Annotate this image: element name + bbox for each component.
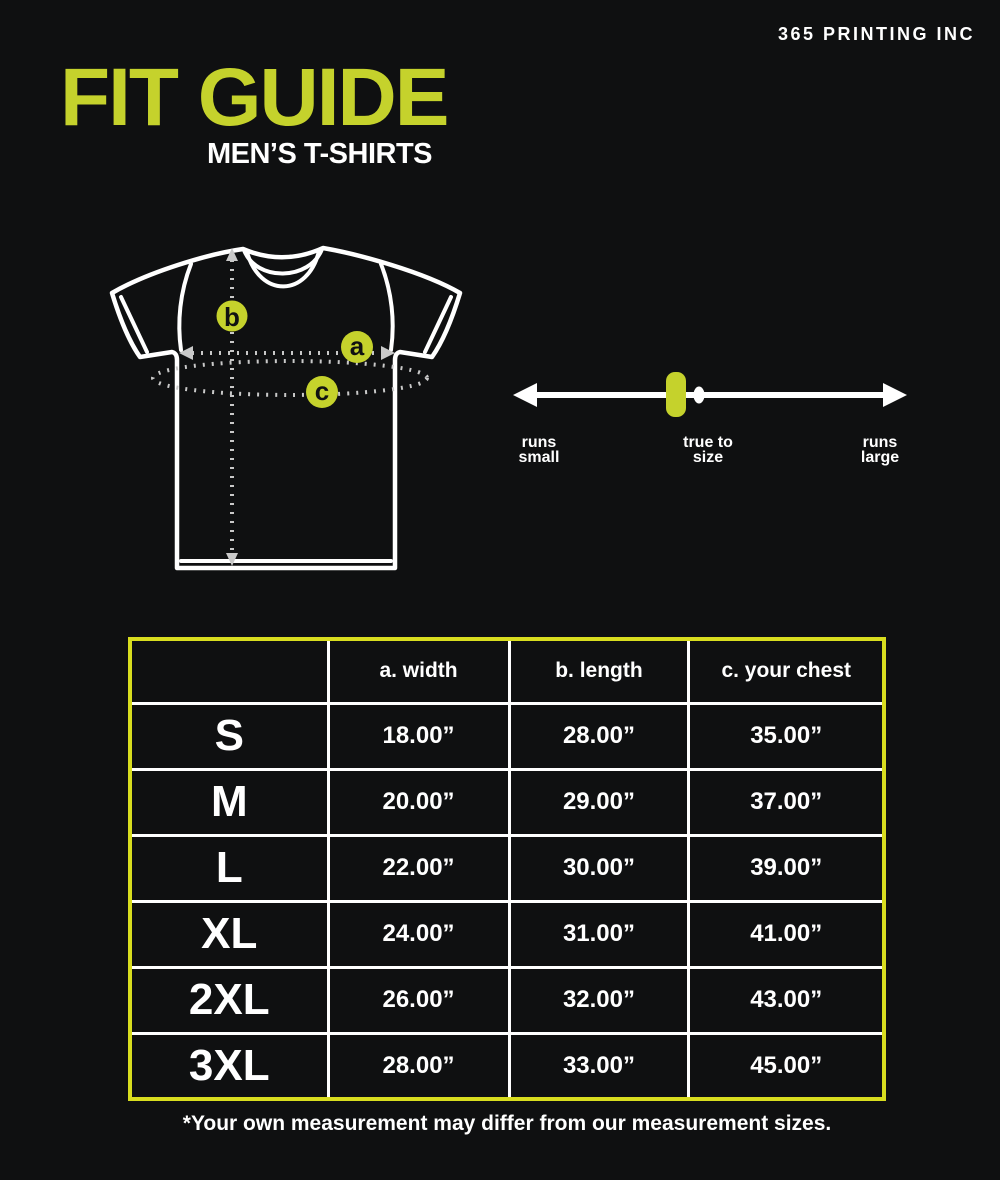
label-line: large (860, 449, 900, 466)
size-row-s (130, 703, 884, 769)
label-line: true to (683, 434, 733, 451)
brand-name: 365 PRINTING INC (777, 24, 975, 44)
size-label: 3XL (130, 1033, 328, 1099)
fit-scale-arrow-right-icon (883, 383, 907, 407)
fit-scale-marker (666, 372, 686, 417)
size-label: M (130, 769, 328, 835)
size-chart-table (128, 637, 886, 1101)
chest-value: 45.00” (689, 1033, 884, 1099)
fit-scale-arrow-left-icon (513, 383, 537, 407)
width-value: 18.00” (328, 703, 509, 769)
size-label: L (130, 835, 328, 901)
fit-scale-label-runs-large (810, 435, 950, 465)
chest-value: 35.00” (689, 703, 884, 769)
label-line: runs (521, 434, 557, 451)
chest-value: 39.00” (689, 835, 884, 901)
page-subtitle: MEN’S T-SHIRTS (206, 138, 432, 170)
length-value: 32.00” (509, 967, 689, 1033)
marker-b (217, 301, 248, 333)
size-row-l (130, 835, 884, 901)
header-chest: c. your chest (689, 639, 884, 703)
chest-value: 37.00” (689, 769, 884, 835)
header-row (130, 639, 884, 703)
fit-scale-label-runs-small (469, 435, 609, 465)
width-value: 24.00” (328, 901, 509, 967)
length-value: 28.00” (509, 703, 689, 769)
length-value: 33.00” (509, 1033, 689, 1099)
fit-scale-label-true-to-size (638, 435, 778, 465)
length-value: 30.00” (509, 835, 689, 901)
width-value: 20.00” (328, 769, 509, 835)
size-label: XL (130, 901, 328, 967)
marker-c-letter: c (314, 376, 330, 406)
marker-c (306, 376, 338, 408)
size-row-2xl (130, 967, 884, 1033)
width-value: 28.00” (328, 1033, 509, 1099)
size-row-m (130, 769, 884, 835)
size-row-xl (130, 901, 884, 967)
marker-a (341, 331, 373, 363)
label-line: runs (862, 434, 898, 451)
fit-scale-slider (513, 372, 907, 417)
width-value: 22.00” (328, 835, 509, 901)
measurement-disclaimer: *Your own measurement may differ from our measurement sizes. (182, 1112, 832, 1135)
armhole-seam-right (381, 264, 393, 350)
width-value: 26.00” (328, 967, 509, 1033)
size-label: 2XL (130, 967, 328, 1033)
armhole-seam-left (179, 264, 191, 350)
length-value: 31.00” (509, 901, 689, 967)
page-title: FIT GUIDE (60, 52, 448, 143)
header-length: b. length (509, 639, 689, 703)
label-line: size (692, 449, 724, 466)
chest-measure-ellipse (153, 361, 427, 395)
chest-value: 43.00” (689, 967, 884, 1033)
tshirt-outline (112, 248, 460, 568)
size-row-3xl (130, 1033, 884, 1099)
header-width: a. width (328, 639, 509, 703)
header-empty (130, 639, 328, 703)
size-label: S (130, 703, 328, 769)
label-line: small (518, 449, 560, 466)
length-value: 29.00” (509, 769, 689, 835)
tshirt-body-path (112, 248, 460, 568)
fit-scale-dot (694, 387, 705, 404)
marker-b-letter: b (224, 302, 240, 332)
marker-a-letter: a (349, 331, 365, 361)
chest-value: 41.00” (689, 901, 884, 967)
measurement-guides (153, 248, 427, 566)
